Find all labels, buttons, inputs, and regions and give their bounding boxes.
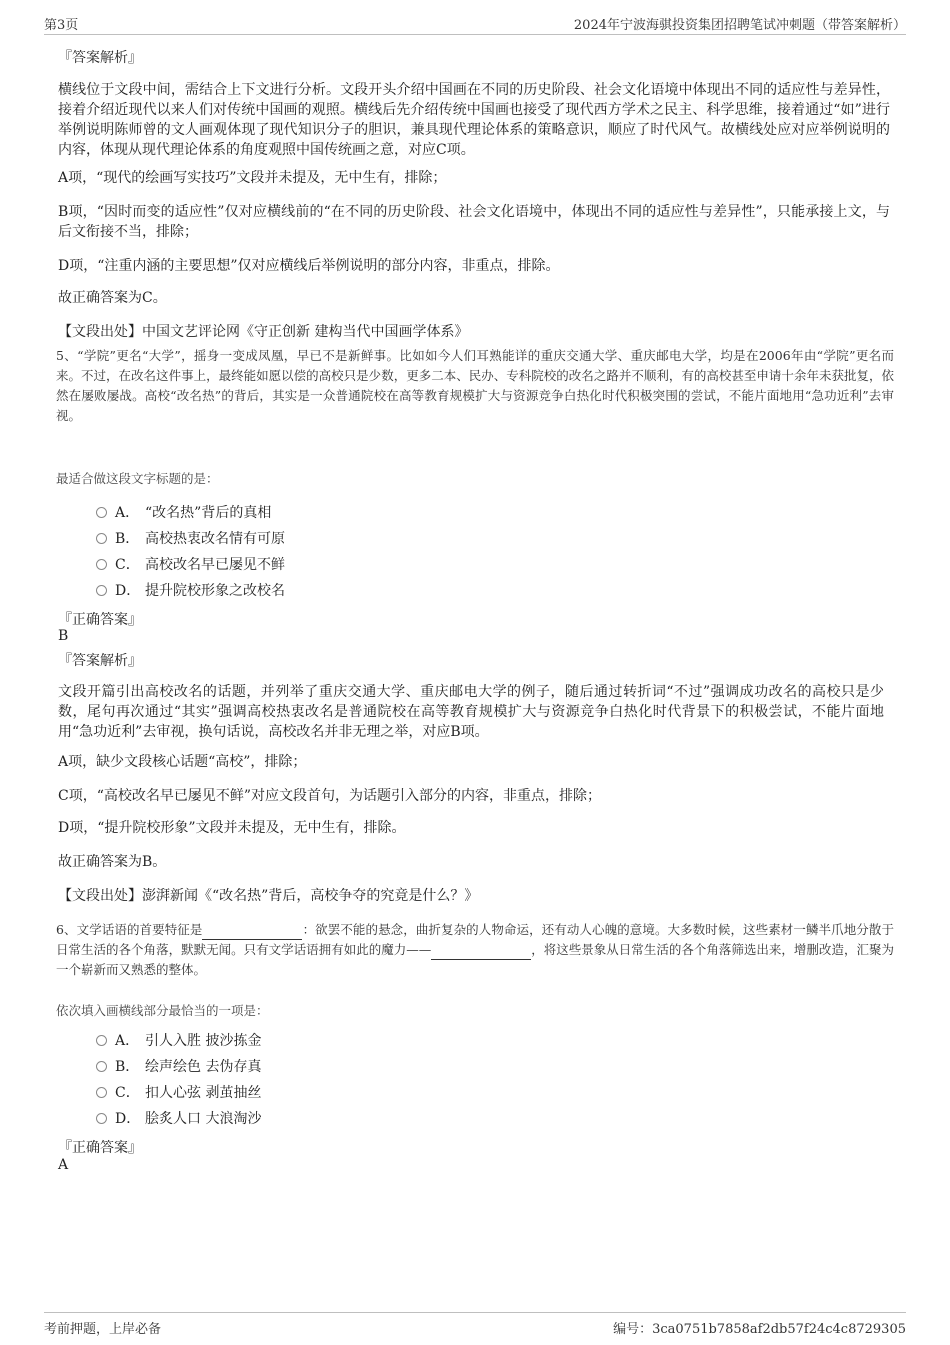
q5-answer-label: 『正确答案』 bbox=[58, 612, 142, 628]
q5-text: 5、“学院”更名“大学”，摇身一变成凤凰，早已不是新鲜事。比如如今人们耳熟能详的重庆交通大学、重庆邮电大学，均是在2006年由“学院”更名而来。不过，在改名这件事上，最终能如愿以偿的高校只是少数，更多二本、民办、专科院校的改名之路并不顺利，有的高校甚至申请十余年未获批复，依然在屡败屡战。高校“改名热”的背后，其实是一众普通院校在高等教育规模扩大与资源竞争白热化时代积极突围的尝试，不能片面地用“急功近利”去审视。 bbox=[56, 348, 894, 423]
page-footer bbox=[44, 1312, 906, 1337]
q5-source: 【文段出处】澎湃新闻《“改名热”背后，高校争夺的究竟是什么？》 bbox=[58, 888, 479, 904]
page-number: 第3页 bbox=[44, 18, 79, 33]
q4-source: 【文段出处】中国文艺评论网《守正创新 建构当代中国画学体系》 bbox=[58, 324, 469, 340]
q6-answer-label: 『正确答案』 bbox=[58, 1140, 142, 1156]
q4-conclusion: 故正确答案为C。 bbox=[58, 290, 167, 306]
radio-icon[interactable] bbox=[96, 585, 107, 596]
q5-analysis-d: D项，“提升院校形象”文段并未提及，无中生有，排除。 bbox=[58, 820, 406, 836]
radio-icon[interactable] bbox=[96, 559, 107, 570]
q5-analysis: 文段开篇引出高校改名的话题，并列举了重庆交通大学、重庆邮电大学的例子，随后通过转折词“不过”强调成功改名的高校只是少数，尾句再次通过“其实”强调高校热衷改名是普通院校在高等教育规模扩大与资源竞争白热化时代背景下的积极尝试，不能片面地用“急功近利”去审视，换句话说，高校改名并非无理之举，对应B项。 bbox=[58, 684, 884, 740]
q4-analysis-d: D项，“注重内涵的主要思想”仅对应横线后举例说明的部分内容，非重点，排除。 bbox=[58, 258, 560, 274]
q5-answer: B bbox=[58, 628, 69, 644]
q5-conclusion: 故正确答案为B。 bbox=[58, 854, 167, 870]
fill-blank-1[interactable] bbox=[202, 925, 302, 940]
q4-analysis: 横线位于文段中间，需结合上下文进行分析。文段开头介绍中国画在不同的历史阶段、社会文化语境中体现出不同的适应性与差异性，接着介绍近现代以来人们对传统中国画的观照。横线后先介绍传统中国画也接受了现代西方学术之民主、科学思维，接着通过“如”进行举例说明陈师曾的文人画观体现了现代知识分子的胆识，兼具现代理论体系的策略意识，顺应了时代风气。故横线处应对应举例说明的内容，体现从现代理论体系的角度观照中国传统画之意，对应C项。 bbox=[58, 82, 890, 158]
radio-icon[interactable] bbox=[96, 533, 107, 544]
radio-icon[interactable] bbox=[96, 1113, 107, 1124]
q5-prompt: 最适合做这段文字标题的是： bbox=[56, 471, 219, 486]
q5-option-a[interactable]: A． “改名热”背后的真相 bbox=[96, 503, 271, 523]
q6-option-a[interactable]: A． 引人入胜 披沙拣金 bbox=[96, 1031, 261, 1051]
q6-option-b[interactable]: B． 绘声绘色 去伪存真 bbox=[96, 1057, 261, 1077]
radio-icon[interactable] bbox=[96, 1035, 107, 1046]
q5-option-b[interactable]: B． 高校热衷改名情有可原 bbox=[96, 529, 285, 549]
radio-icon[interactable] bbox=[96, 1087, 107, 1098]
q6-answer: A bbox=[58, 1157, 69, 1173]
q4-analysis-a: A项，“现代的绘画写实技巧”文段并未提及，无中生有，排除； bbox=[58, 170, 447, 186]
q6-option-c[interactable]: C． 扣人心弦 剥茧抽丝 bbox=[96, 1083, 261, 1103]
radio-icon[interactable] bbox=[96, 507, 107, 518]
document-title: 2024年宁波海骐投资集团招聘笔试冲刺题（带答案解析） bbox=[573, 18, 906, 33]
radio-icon[interactable] bbox=[96, 1061, 107, 1072]
q6-text: 6、文学话语的首要特征是 ：欲罢不能的悬念，曲折复杂的人物命运，还有动人心魄的意境。大多数时候，这些素材一鳞半爪地分散于日常生活的各个角落，默默无闻。只有文学话语拥有如此的魔力—— ，将这些景象从日常生活的各个角落筛选出来，增删改造，汇聚为一个崭新而又熟悉的整体。 bbox=[56, 922, 894, 977]
page-header bbox=[44, 12, 906, 35]
q6-prompt: 依次填入画横线部分最恰当的一项是： bbox=[56, 1003, 269, 1018]
q4-analysis-label: 『答案解析』 bbox=[58, 50, 142, 66]
footer-slogan: 考前押题，上岸必备 bbox=[44, 1322, 162, 1337]
q5-analysis-a: A项，缺少文段核心话题“高校”，排除； bbox=[58, 754, 307, 770]
fill-blank-2[interactable] bbox=[431, 945, 531, 960]
q5-option-c[interactable]: C． 高校改名早已屡见不鲜 bbox=[96, 555, 285, 575]
document-id: 编号：3ca0751b7858af2db57f24c4c8729305 bbox=[613, 1322, 906, 1337]
q6-option-d[interactable]: D． 脍炙人口 大浪淘沙 bbox=[96, 1109, 261, 1129]
q5-option-d[interactable]: D． 提升院校形象之改校名 bbox=[96, 581, 285, 601]
q4-analysis-b: B项，“因时而变的适应性”仅对应横线前的“在不同的历史阶段、社会文化语境中，体现出不同的适应性与差异性”，只能承接上文，与后文衔接不当，排除； bbox=[58, 204, 890, 240]
q5-analysis-c: C项，“高校改名早已屡见不鲜”对应文段首句，为话题引入部分的内容，非重点，排除； bbox=[58, 788, 602, 804]
q5-analysis-label: 『答案解析』 bbox=[58, 653, 142, 669]
